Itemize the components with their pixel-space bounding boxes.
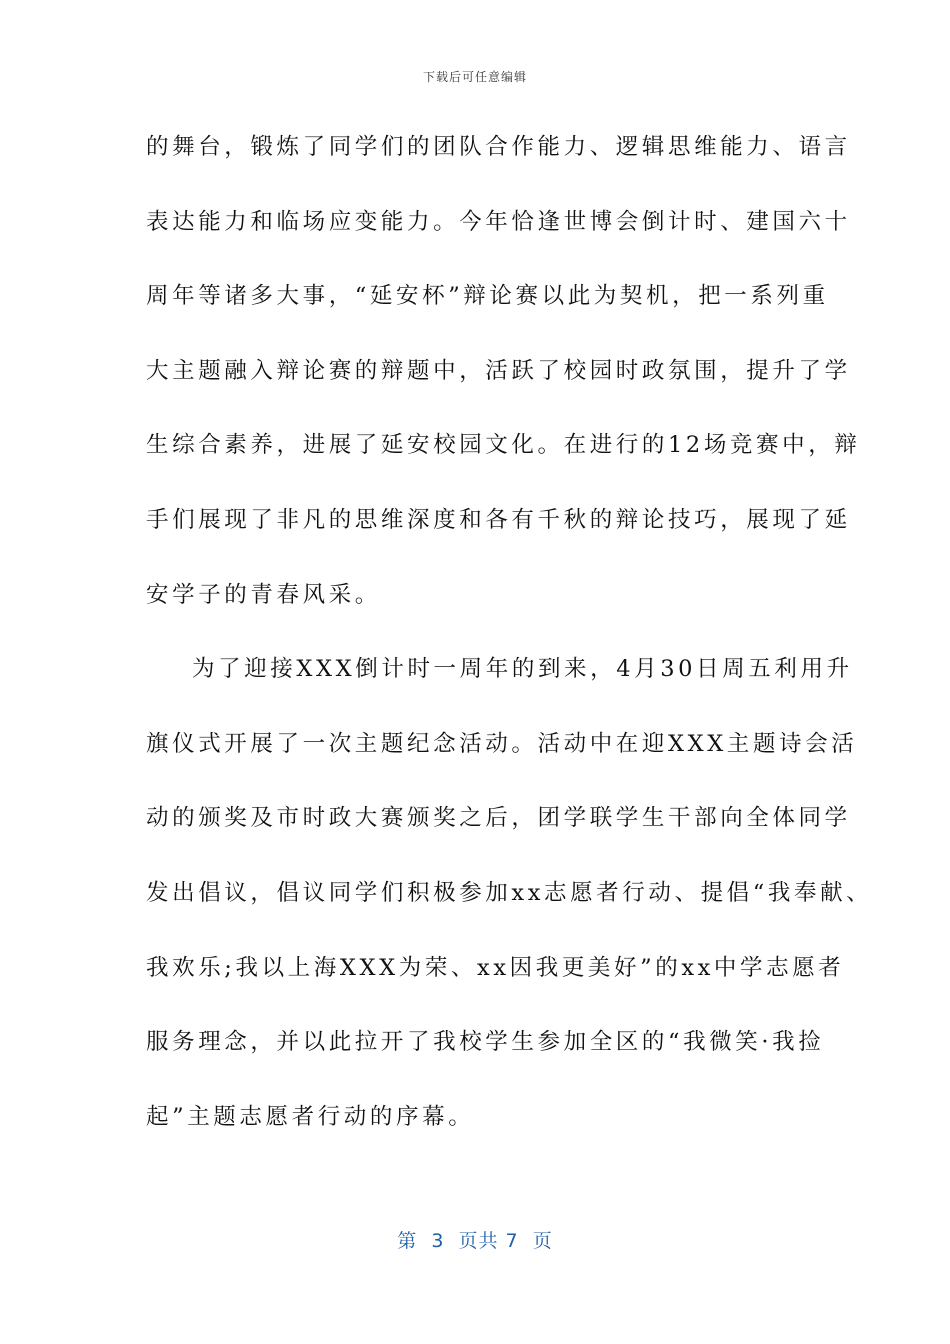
text-line: 周年等诸多大事，“延安杯”辩论赛以此为契机，把一系列重 <box>146 283 829 310</box>
text-line: 发出倡议，倡议同学们积极参加xx志愿者行动、提倡“我奉献、 <box>146 879 873 906</box>
paragraph-start-line: 为了迎接XXX倒计时一周年的到来，4月30日周五利用升 <box>192 656 853 683</box>
text-line: 服务理念，并以此拉开了我校学生参加全区的“我微笑·我捡 <box>146 1029 825 1056</box>
document-body <box>146 120 873 1164</box>
text-line: 的舞台，锻炼了同学们的团队合作能力、逻辑思维能力、语言 <box>146 134 851 160</box>
text-line: 起”主题志愿者行动的序幕。 <box>146 1103 475 1130</box>
text-line: 大主题融入辩论赛的辩题中，活跃了校园时政氛围，提升了学 <box>146 357 851 384</box>
text-line: 动的颁奖及市时政大赛颁奖之后，团学联学生干部向全体同学 <box>146 805 851 832</box>
text-line: 生综合素养，进展了延安校园文化。在进行的12场竞赛中，辩 <box>146 432 861 459</box>
text-line: 表达能力和临场应变能力。今年恰逢世博会倒计时、建国六十 <box>146 208 851 235</box>
text-line: 我欢乐;我以上海XXX为荣、xx因我更美好”的xx中学志愿者 <box>146 954 845 981</box>
text-line: 旗仪式开展了一次主题纪念活动。活动中在迎XXX主题诗会活 <box>146 730 858 757</box>
text-line: 手们展现了非凡的思维深度和各有千秋的辩论技巧，展现了延 <box>146 506 851 533</box>
header-note: 下载后可任意编辑 <box>422 70 527 84</box>
text-line: 安学子的青春风采。 <box>146 581 381 608</box>
page-number-footer: 第 3 页共 7 页 <box>397 1230 553 1252</box>
